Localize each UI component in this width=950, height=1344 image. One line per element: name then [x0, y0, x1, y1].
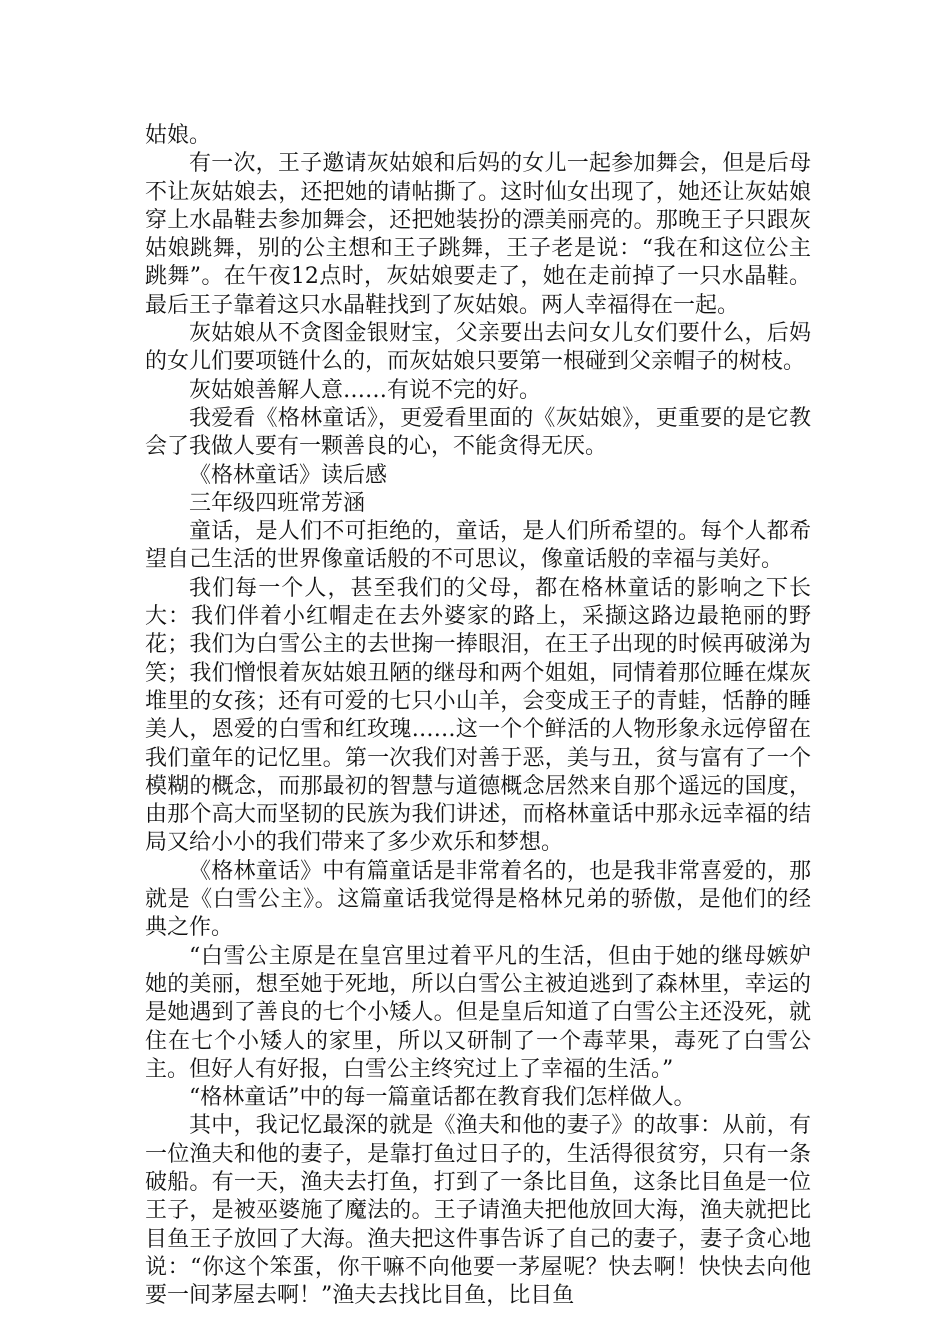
paragraph: 灰姑娘善解人意……有说不完的好。: [189, 377, 542, 403]
paragraph: 我爱看《格林童话》，更爱看里面的《灰姑娘》，更重要的是它教会了我做人要有一颗善良的心，不能贪得无厌。: [145, 405, 811, 460]
paragraph: 我们每一个人，甚至我们的父母，都在格林童话的影响之下长大：我们伴着小红帽走在去外婆家的路上，采撷这路边最艳丽的野花；我们为白雪公主的去世掬一捧眼泪，在王子出现的时候再破涕为笑；我们憎恨着灰姑娘丑陋的继母和两个姐姐，同情着那位睡在煤灰堆里的女孩；还有可爱的七只小山羊，会变成王子的青蛙，恬静的睡美人，恩爱的白雪和红玫瑰……这一个个鲜活的人物形象永远停留在我们童年的记忆里。第一次我们对善于恶，美与丑，贫与富有了一个模糊的概念，而那最初的智慧与道德概念居然来自那个遥远的国度，由那个高大而坚韧的民族为我们讲述，而格林童话中那永远幸福的结局又给小小的我们带来了多少欢乐和梦想。: [145, 575, 811, 856]
essay-title: 《格林童话》读后感: [189, 462, 388, 488]
paragraph: “格林童话”中的每一篇童话都在教育我们怎样做人。: [189, 1085, 696, 1111]
paragraph: 其中，我记忆最深的就是《渔夫和他的妻子》的故事：从前，有一位渔夫和他的妻子，是靠打鱼过日子的，生活得很贫穷，只有一条破船。有一天，渔夫去打鱼，打到了一条比目鱼，这条比目鱼是一位王子，是被巫婆施了魔法的。王子请渔夫把他放回大海，渔夫就把比目鱼王子放回了大海。渔夫把这件事告诉了自己的妻子，妻子贪心地说：“你这个笨蛋，你干嘛不向他要一茅屋呢？快去啊！快快去向他要一间茅屋去啊！”渔夫去找比目鱼，比目鱼: [145, 1113, 811, 1309]
paragraph: 有一次，王子邀请灰姑娘和后妈的女儿一起参加舞会，但是后母不让灰姑娘去，还把她的请帖撕了。这时仙女出现了，她还让灰姑娘穿上水晶鞋去参加舞会，还把她装扮的漂美丽亮的。那晚王子只跟灰姑娘跳舞，别的公主想和王子跳舞，王子老是说：“我在和这位公主跳舞”。在午夜12点时，灰姑娘要走了，她在走前掉了一只水晶鞋。最后王子靠着这只水晶鞋找到了灰姑娘。两人幸福得在一起。: [145, 151, 811, 318]
essay-author: 三年级四班常芳涵: [189, 490, 366, 516]
document-page: [145, 122, 811, 1310]
paragraph: 《格林童话》中有篇童话是非常着名的，也是我非常喜爱的，那就是《白雪公主》。这篇童话我觉得是格林兄弟的骄傲，是他们的经典之作。: [145, 858, 811, 941]
paragraph: 童话，是人们不可拒绝的，童话，是人们所希望的。每个人都希望自己生活的世界像童话般的不可思议，像童话般的幸福与美好。: [145, 519, 811, 573]
paragraph-continuation: 姑娘。: [145, 123, 212, 148]
paragraph: 灰姑娘从不贪图金银财宝，父亲要出去问女儿女们要什么，后妈的女儿们要项链什么的，而灰姑娘只要第一根碰到父亲帽子的树枝。: [145, 321, 811, 375]
paragraph-quote: “白雪公主原是在皇宫里过着平凡的生活，但由于她的继母嫉妒她的美丽，想至她于死地，所以白雪公主被迫逃到了森林里，幸运的是她遇到了善良的七个小矮人。但是皇后知道了白雪公主还没死，就住在七个小矮人的家里，所以又研制了一个毒苹果，毒死了白雪公主。但好人有好报，白雪公主终究过上了幸福的生活。”: [145, 943, 811, 1082]
